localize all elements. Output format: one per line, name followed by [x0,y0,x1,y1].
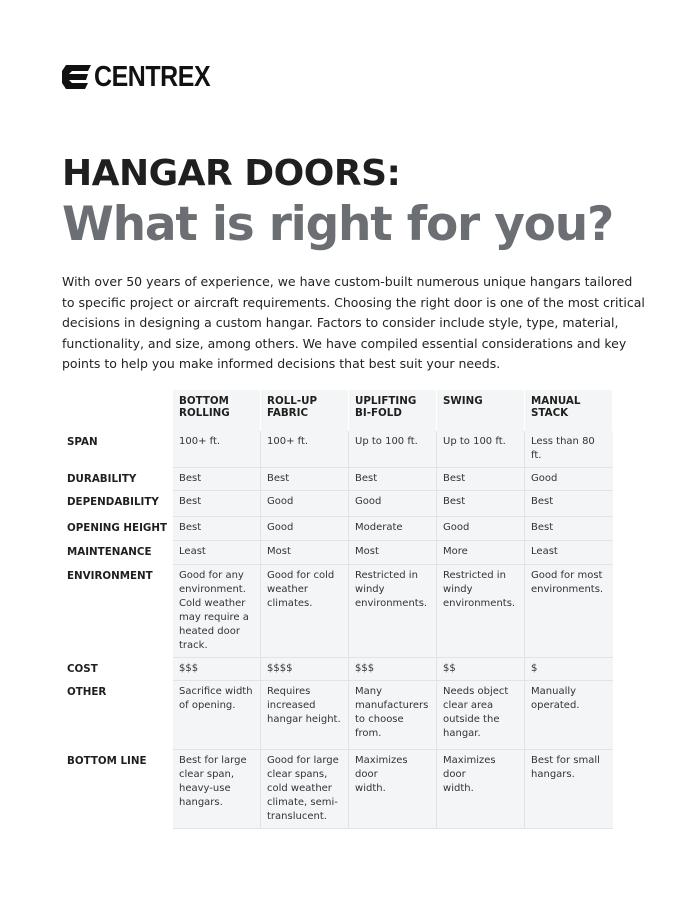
table-cell [525,565,613,658]
intro-line: points to help you make informed decisions that best suit your needs. [62,356,501,372]
cell-line: More [443,546,468,557]
table-header-row [62,390,613,431]
column-header-line: STACK [531,407,569,419]
cell-line: $$$ [355,663,375,674]
table-row [62,750,613,829]
page-title-line-2: What is right for you? [62,197,614,252]
cell-line: environments. [531,584,604,595]
cell-line: Restricted in [355,570,418,581]
table-cell [525,681,613,750]
table-cell [173,750,261,829]
column-header-line: BI-FOLD [355,407,402,419]
cell-line: Good for large [267,755,339,766]
cell-line: windy [443,584,473,595]
table-cell [437,541,525,565]
row-label: DURABILITY [67,472,137,485]
column-header-line: UPLIFTING [355,395,417,407]
row-label: DEPENDABILITY [67,495,159,508]
table-cell [349,517,437,541]
column-header [349,390,437,431]
row-label: OPENING HEIGHT [67,521,168,534]
cell-line: weather [267,584,308,595]
cell-line: Best [531,496,554,507]
cell-line: Best [531,522,554,533]
column-header [525,390,613,431]
cell-line: Best for large [179,755,247,766]
cell-line: cold weather [267,783,332,794]
column-header-line: ROLL-UP [267,395,318,407]
column-header-line: SWING [443,395,483,407]
cell-line: environments. [443,598,516,609]
table-row [62,541,613,565]
table-cell [437,681,525,750]
table-cell [525,750,613,829]
table-corner [62,390,173,431]
table-cell [525,491,613,517]
cell-line: Best for small [531,755,600,766]
table-cell [349,565,437,658]
row-label: BOTTOM LINE [67,754,147,767]
cell-line: Good for cold [267,570,335,581]
cell-line: $ [531,663,538,674]
cell-line: Good [443,522,470,533]
cell-line: clear span, [179,769,235,780]
table-cell [173,431,261,468]
cell-line: heavy-use [179,783,231,794]
table-cell [437,431,525,468]
cell-line: Best [267,473,290,484]
cell-line: Most [355,546,379,557]
cell-line: Best [179,522,202,533]
table-cell [437,658,525,681]
column-header-line: BOTTOM [179,395,229,407]
cell-line: Maximizes door [355,755,408,780]
table-cell [525,517,613,541]
cell-line: Good [531,473,558,484]
cell-line: hangars. [531,769,575,780]
table-cell [261,541,349,565]
cell-line: Requires [267,686,311,697]
cell-line: operated. [531,700,580,711]
row-label: SPAN [67,436,98,448]
table-row [62,681,613,750]
cell-line: Maximizes door [443,755,496,780]
cell-line: width. [355,783,386,794]
row-label: MAINTENANCE [67,545,152,558]
cell-line: Least [179,546,206,557]
table-cell [261,565,349,658]
cell-line: Moderate [355,522,403,533]
cell-line: environment. [179,584,246,595]
table-cell [437,517,525,541]
cell-line: 100+ ft. [267,436,309,447]
brand-logo [62,62,229,92]
table-row [62,431,613,468]
intro-paragraph [62,272,645,375]
cell-line: Up to 100 ft. [355,436,418,447]
cell-line: climates. [267,598,313,609]
cell-line: clear area [443,700,494,711]
table-cell [525,468,613,491]
cell-line: translucent. [267,811,327,822]
cell-line: width. [443,783,474,794]
door-comparison-table [62,390,613,829]
cell-line: Best [443,496,466,507]
table-cell [173,468,261,491]
cell-line: Best [179,473,202,484]
table-cell [437,565,525,658]
table-cell [261,658,349,681]
column-header [173,390,261,431]
cell-line: Most [267,546,291,557]
cell-line: may require a [179,612,249,623]
cell-line: Best [443,473,466,484]
table-cell [261,517,349,541]
cell-line: Needs object [443,686,509,697]
row-label: OTHER [67,685,107,698]
cell-line: Less than 80 ft. [531,436,595,461]
cell-line: 100+ ft. [179,436,221,447]
cell-line: $$$ [179,663,199,674]
cell-line: Least [531,546,558,557]
intro-line: decisions in designing a custom hangar. Factors to consider include style, type, material, [62,315,619,331]
intro-line: With over 50 years of experience, we have custom-built numerous unique hangars tailored [62,274,633,289]
table-cell [349,681,437,750]
table-cell [261,750,349,829]
table-cell [173,565,261,658]
cell-line: Sacrifice width [179,686,253,697]
cell-line: hangar height. [267,714,341,725]
cell-line: outside the [443,714,500,725]
table-cell [261,468,349,491]
table-cell [525,658,613,681]
cell-line: manufacturers [355,700,429,711]
table-row [62,491,613,517]
cell-line: hangars. [179,797,223,808]
table-cell [261,491,349,517]
cell-line: $$ [443,663,456,674]
table-cell [173,681,261,750]
column-header [261,390,349,431]
cell-line: Many [355,686,383,697]
cell-line: to choose [355,714,404,725]
cell-line: Manually [531,686,577,697]
table-cell [437,468,525,491]
table-cell [173,541,261,565]
cell-line: from. [355,728,382,739]
cell-line: windy [355,584,385,595]
cell-line: heated door [179,626,240,637]
cell-line: Cold weather [179,598,246,609]
cell-line: Best [355,473,378,484]
table-row [62,517,613,541]
column-header-line: ROLLING [179,407,230,419]
table-row [62,565,613,658]
table-cell [173,517,261,541]
table-cell [349,750,437,829]
page-title-line-1: HANGAR DOORS: [62,153,401,194]
cell-line: track. [179,640,208,651]
intro-line: to specific project or aircraft requirements. Choosing the right door is one of the most critical [62,294,645,310]
cell-line: Good [267,496,294,507]
cell-line: of opening. [179,700,236,711]
table-cell [349,431,437,468]
table-cell [261,431,349,468]
cell-line: Good for any [179,570,244,581]
cell-line: hangar. [443,728,481,739]
brand-name: CENTREX [94,60,211,93]
table-cell [525,541,613,565]
table-cell [349,491,437,517]
column-header [437,390,525,431]
cell-line: increased [267,700,316,711]
intro-line: functionality, and size, among others. We have compiled essential considerations and key [62,335,627,351]
row-label: COST [67,662,98,675]
table-cell [437,491,525,517]
column-header-line: MANUAL [531,395,581,407]
table-cell [437,750,525,829]
table-cell [349,658,437,681]
cell-line: Good [267,522,294,533]
row-label: ENVIRONMENT [67,569,153,582]
table-cell [349,541,437,565]
column-header-line: FABRIC [267,407,309,419]
centrex-e-mark-icon [62,63,92,91]
table-cell [525,431,613,468]
cell-line: climate, semi- [267,797,338,808]
cell-line: clear spans, [267,769,328,780]
table-cell [349,468,437,491]
cell-line: Good for most [531,570,603,581]
table-body [62,431,613,829]
table-cell [261,681,349,750]
table-row [62,658,613,681]
cell-line: Restricted in [443,570,506,581]
cell-line: Up to 100 ft. [443,436,506,447]
cell-line: $$$$ [267,663,293,674]
cell-line: Good [355,496,382,507]
table-cell [173,491,261,517]
table-cell [173,658,261,681]
cell-line: Best [179,496,202,507]
table-row [62,468,613,491]
cell-line: environments. [355,598,428,609]
